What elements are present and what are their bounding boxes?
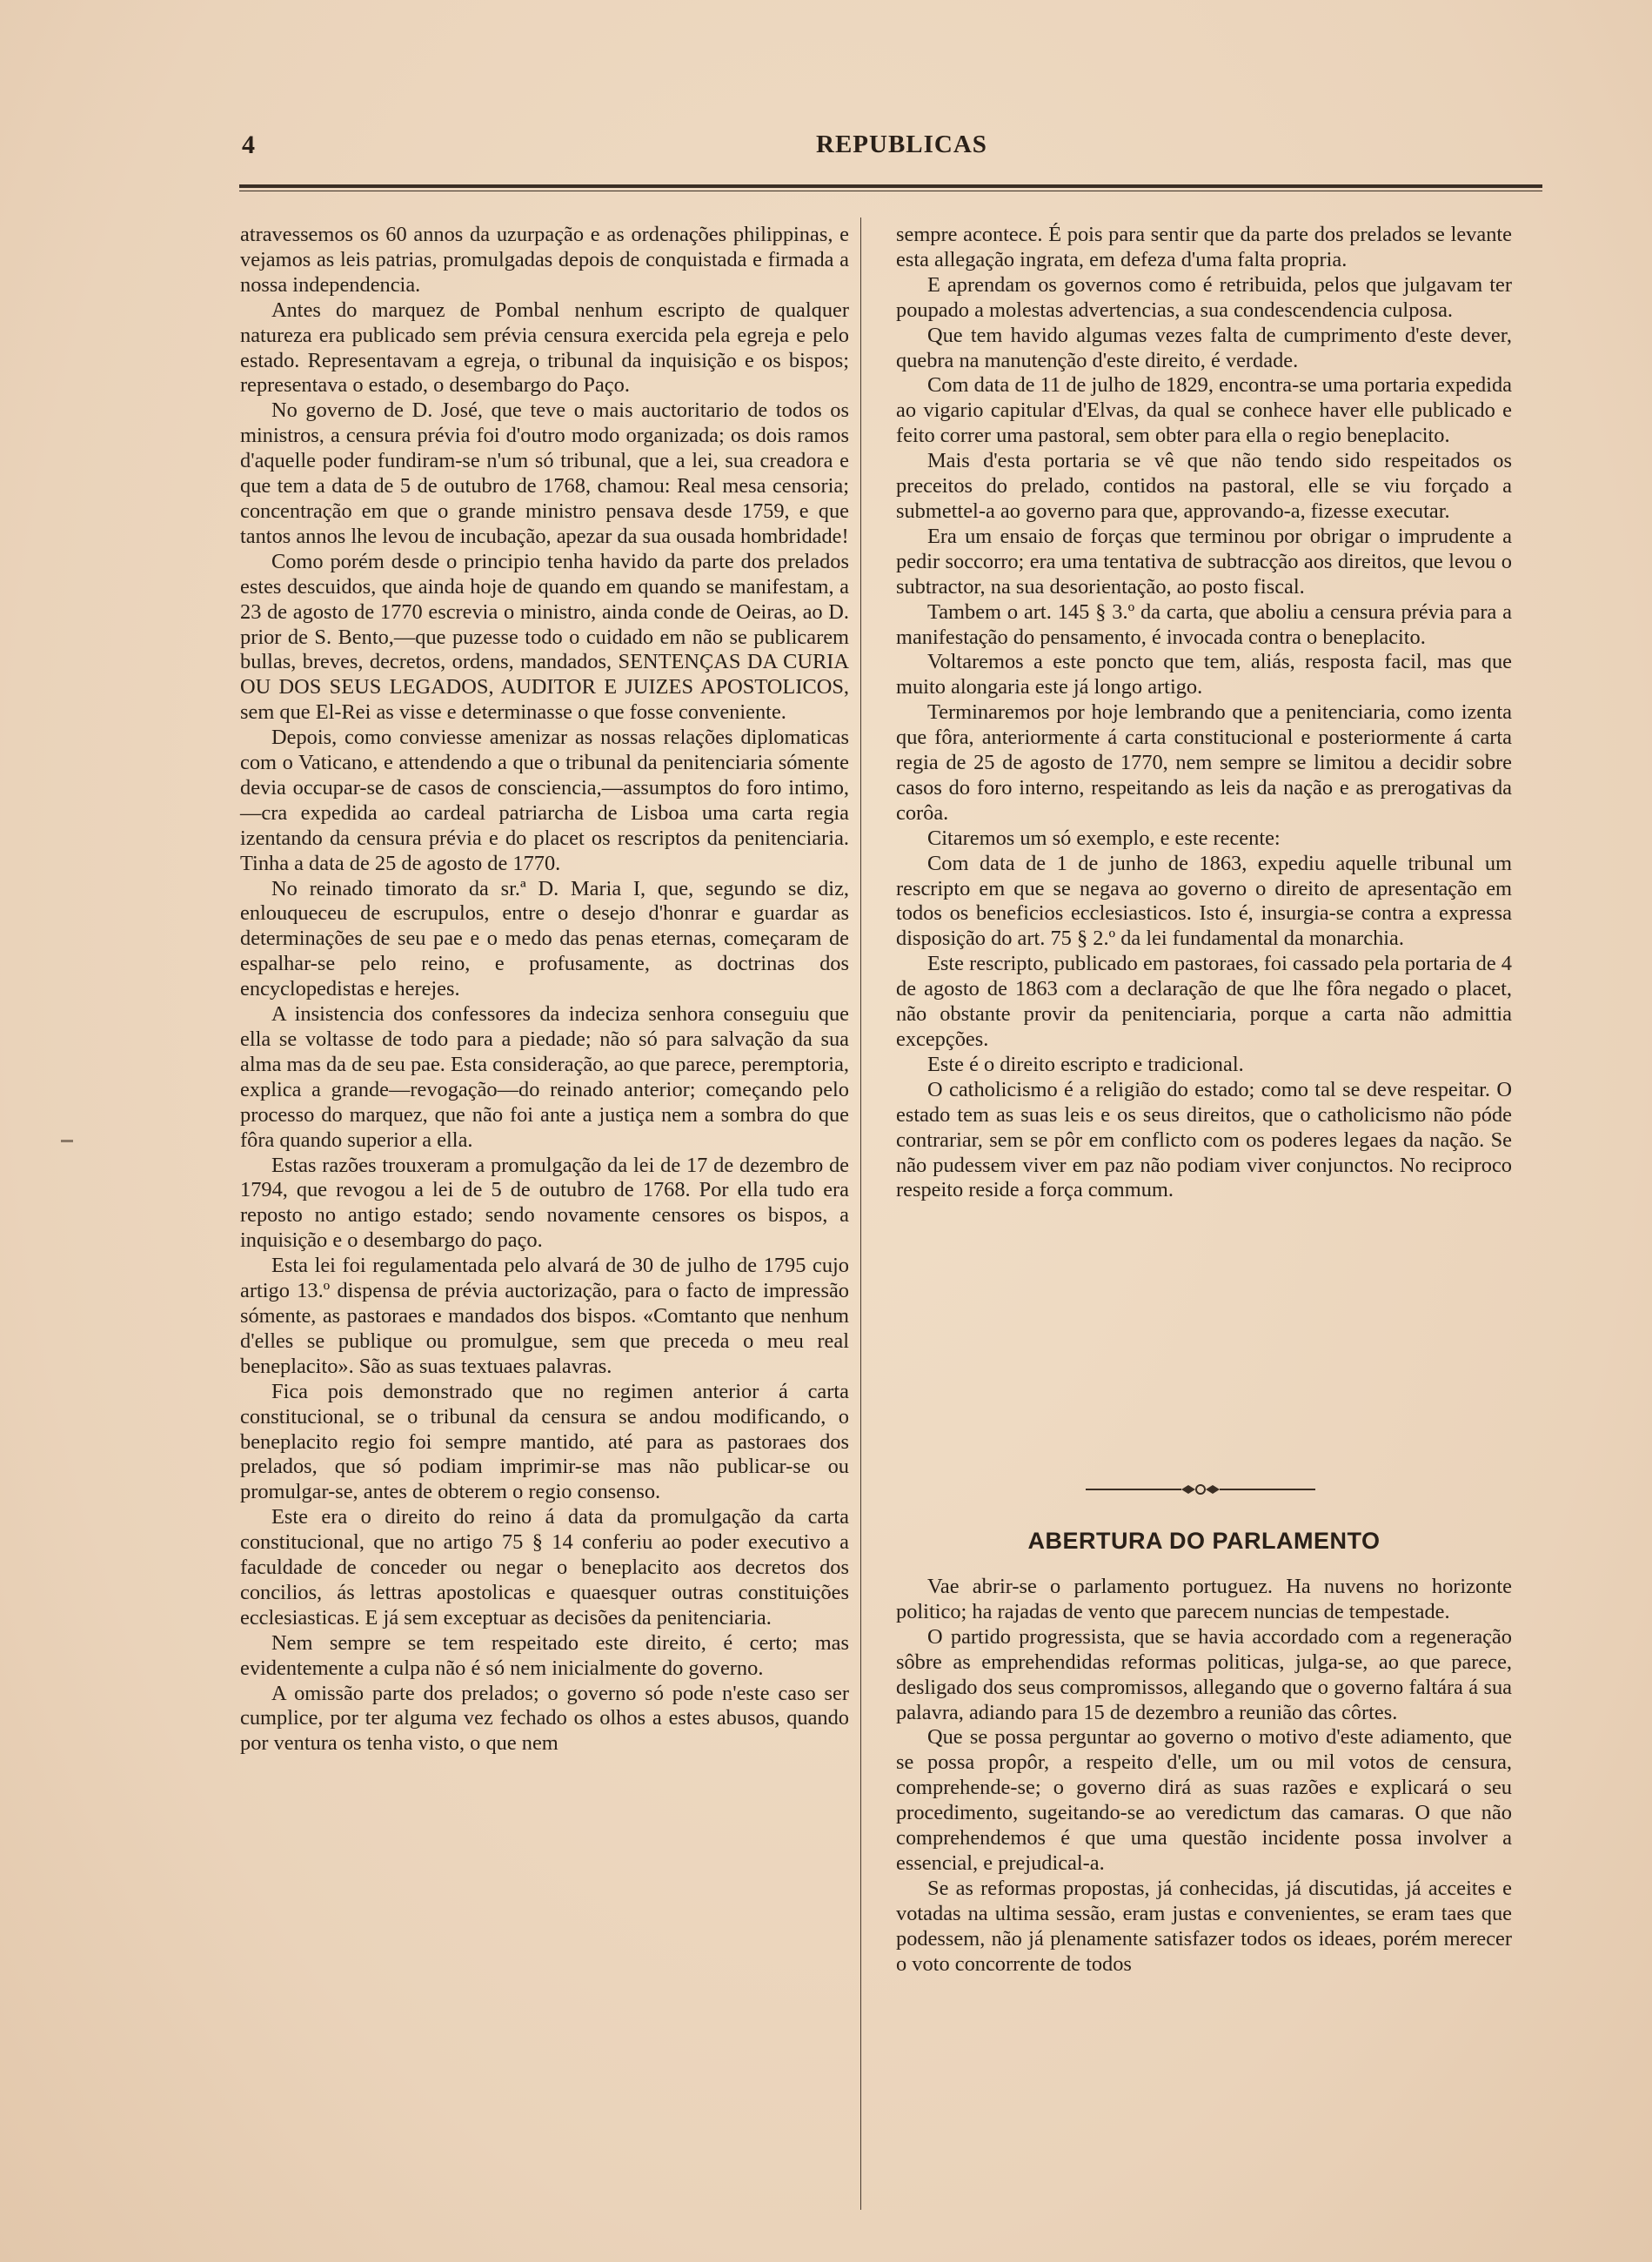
paragraph: sempre acontece. É pois para sentir que da parte dos prelados se levante esta allegação ingrata, em defeza d'uma falta propria. <box>896 223 1512 271</box>
paragraph: No reinado timorato da sr.ª D. Maria I, que, segundo se diz, enlouqueceu de escrupulos, entre o desejo d'honrar e guardar as determinações de seu pae e o medo das penas eternas, começaram de espalhar-se pelo reino, e profusamente, as doctrinas dos encyclopedistas e herejes. <box>240 876 849 1001</box>
paragraph: Fica pois demonstrado que no regimen anterior á carta constitucional, se o tribunal da censura se andou modificando, o beneplacito regio foi sempre mantido, até para as pastoraes dos prelados, que só podiam imprimir-se mas não publicar-se ou promulgar-se, antes de obterem o regio consenso. <box>240 1379 849 1504</box>
paragraph: Com data de 1 de junho de 1863, expediu aquelle tribunal um rescripto em que se negava ao governo o direito de apresentação em todos os beneficios ecclesiasticos. Isto é, insurgia-se contra a expressa disposição do art. 75 § 2.º da lei fundamental da monarchia. <box>896 851 1512 951</box>
paragraph: Como porém desde o principio tenha havido da parte dos prelados estes descuidos, que ainda hoje de quando em quando se manifestam, a 23 de agosto de 1770 escrevia o ministro, ainda conde de Oeiras, ao D. prior de S. Bento,—que puzesse todo o cuidado em não se publicarem bullas, breves, decretos, ordens, mandados, SENTENÇAS DA CURIA OU DOS SEUS LEGADOS, AUDITOR E JUIZES APOSTOLICOS, sem que El-Rei as visse e determinasse o que fosse conveniente. <box>240 549 849 725</box>
header-rule <box>239 184 1542 188</box>
paragraph: Que tem havido algumas vezes falta de cumprimento d'este dever, quebra na manutenção d'este direito, é verdade. <box>896 323 1512 372</box>
paragraph: Estas razões trouxeram a promulgação da lei de 17 de dezembro de 1794, que revogou a lei de 5 de outubro de 1768. Por ella tudo era reposto no antigo estado; sendo novamente censores os bispos, a inquisição e o desembargo do paço. <box>240 1153 849 1253</box>
running-head: REPUBLICAS <box>816 130 987 158</box>
paragraph: A omissão parte dos prelados; o governo só pode n'este caso ser cumplice, por ter alguma vez fechado os olhos a estes abusos, quando por ventura os tenha visto, o que nem <box>240 1681 849 1756</box>
paragraph: Esta lei foi regulamentada pelo alvará de 30 de julho de 1795 cujo artigo 13.º dispensa de prévia auctorização, para o facto de impressão sómente, as pastoraes e mandados dos bispos. «Comtanto que nenhum d'elles se publique ou promulgue, sem que preceda o meu real beneplacito». São as suas textuaes palavras. <box>240 1254 849 1378</box>
paragraph: Voltaremos a este poncto que tem, aliás, resposta facil, mas que muito alongaria este já longo artigo. <box>896 650 1512 699</box>
paragraph: Este é o direito escripto e tradicional. <box>927 1052 1244 1076</box>
paragraph: Terminaremos por hoje lembrando que a penitenciaria, como izenta que fôra, anteriormente á carta constitucional e posteriormente á carta regia de 25 de agosto de 1770, nem sempre se limitou a decidir sobre casos do foro interno, respeitando as leis da nação e as prerogativas da corôa. <box>896 700 1512 825</box>
section-ornament <box>1086 1479 1315 1500</box>
left-column <box>240 223 849 1757</box>
paragraph: O catholicismo é a religião do estado; como tal se deve respeitar. O estado tem as suas leis e os seus direitos, que o catholicismo não póde contrariar, sem se pôr em conflicto com os poderes legaes da nação. Se não pudessem viver em paz não podiam viver conjunctos. No reciproco respeito reside a força commum. <box>896 1077 1512 1202</box>
paragraph: Antes do marquez de Pombal nenhum escripto de qualquer natureza era publicado sem prévia censura exercida pela egreja e pelo estado. Representavam a egreja, o tribunal da inquisição e os bispos; representava o estado, o desembargo do Paço. <box>240 298 849 398</box>
paragraph: O partido progressista, que se havia accordado com a regeneração sôbre as emprehendidas reformas politicas, julga-se, ao que parece, desligado dos seus compromissos, allegando que o governo faltára á sua palavra, adiando para 15 de dezembro a reunião das côrtes. <box>896 1624 1512 1724</box>
paragraph: Era um ensaio de forças que terminou por obrigar o imprudente a pedir soccorro; era uma tentativa de subtracção aos direitos, que levou o subtractor, na sua desorientação, ao posto fiscal. <box>896 524 1512 599</box>
paper-mark <box>61 1140 73 1142</box>
paragraph: Nem sempre se tem respeitado este direito, é certo; mas evidentemente a culpa não é só nem inicialmente do governo. <box>240 1630 849 1680</box>
section-title: ABERTURA DO PARLAMENTO <box>1027 1528 1381 1554</box>
paragraph: Que se possa perguntar ao governo o motivo d'este adiamento, que se possa propôr, a respeito d'elle, um ou mil votos de censura, comprehende-se; o governo dirá as suas razões e explicará o seu procedimento, sugeitando-se ao veredictum das camaras. O que não comprehendemos é que uma questão incidente possa involver a essencial, e prejudical-a. <box>896 1725 1512 1875</box>
paragraph: E aprendam os governos como é retribuida, pelos que julgavam ter poupado a molestas advertencias, a sua condescendencia culposa. <box>896 272 1512 322</box>
paragraph: Depois, como conviesse amenizar as nossas relações diplomaticas com o Vaticano, e attendendo a que o tribunal da penitenciaria sómente devia occupar-se de casos de consciencia,—assumptos do foro intimo, —cra expedida ao cardeal patriarcha de Lisboa uma carta regia izentando da censura prévia e do placet os rescriptos da penitenciaria. Tinha a data de 25 de agosto de 1770. <box>240 726 849 875</box>
paragraph: Se as reformas propostas, já conhecidas, já discutidas, já acceites e votadas na ultima sessão, eram justas e convenientes, se eram taes que podessem, não já plenamente satisfazer todos os ideaes, porém merecer o voto concorrente de todos <box>896 1876 1512 1976</box>
paragraph: No governo de D. José, que teve o mais auctoritario de todos os ministros, a censura prévia foi d'outro modo organizada; os dois ramos d'aquelle poder fundiram-se n'um só tribunal, que a lei, sua creadora e que tem a data de 5 de outubro de 1768, chamou: Real mesa censoria; concentração em que o grande ministro pensava desde 1759, e que tantos annos lhe levou de incubação, apezar da sua ousada hombridade! <box>240 398 849 548</box>
paragraph: atravessemos os 60 annos da uzurpação e as ordenações philippinas, e vejamos as leis patrias, promulgadas depois de conquistada e firmada a nossa independencia. <box>240 223 849 297</box>
paragraph: Este rescripto, publicado em pastoraes, foi cassado pela portaria de 4 de agosto de 1863 com a declaração de que lhe fôra negado o placet, não obstante provir da penitenciaria, porque a carta não admittia excepções. <box>896 952 1512 1051</box>
section-body <box>896 1575 1512 1978</box>
paragraph: Tambem o art. 145 § 3.º da carta, que aboliu a censura prévia para a manifestação do pensamento, é invocada contra o beneplacito. <box>896 599 1512 649</box>
column-divider <box>860 218 861 2210</box>
paragraph: Este era o direito do reino á data da promulgação da carta constitucional, que no artigo 75 § 14 conferiu ao poder executivo a faculdade de conceder ou negar o beneplacito aos decretos dos concilios, ás lettras apostolicas e quaesquer outras constituições ecclesiasticas. E já sem exceptuar as decisões da penitenciaria. <box>240 1505 849 1630</box>
paragraph: Citaremos um só exemplo, e este recente: <box>927 826 1281 850</box>
page-number: 4 <box>242 130 255 159</box>
paragraph: Mais d'esta portaria se vê que não tendo sido respeitados os preceitos do prelado, contidos na pastoral, elle se viu forçado a submettel-a ao governo para que, approvando-a, fizesse executar. <box>896 449 1512 523</box>
paragraph: Vae abrir-se o parlamento portuguez. Ha nuvens no horizonte politico; ha rajadas de vento que parecem nuncias de tempestade. <box>896 1575 1512 1623</box>
paragraph: A insistencia dos confessores da indeciza senhora conseguiu que ella se voltasse de todo para a piedade; não só para salvação da sua alma mas da de seu pae. Esta consideração, ao que parece, peremptoria, explica a grande—revogação—do reinado anterior; começando pelo processo do marquez, que não foi ante a justiça nem a sombra do que fôra quando superior a ella. <box>240 1002 849 1152</box>
paragraph: Com data de 11 de julho de 1829, encontra-se uma portaria expedida ao vigario capitular d'Elvas, da qual se conhece haver elle publicado e feito correr uma pastoral, sem obter para ella o regio beneplacito. <box>896 373 1512 448</box>
right-column <box>896 223 1512 1203</box>
